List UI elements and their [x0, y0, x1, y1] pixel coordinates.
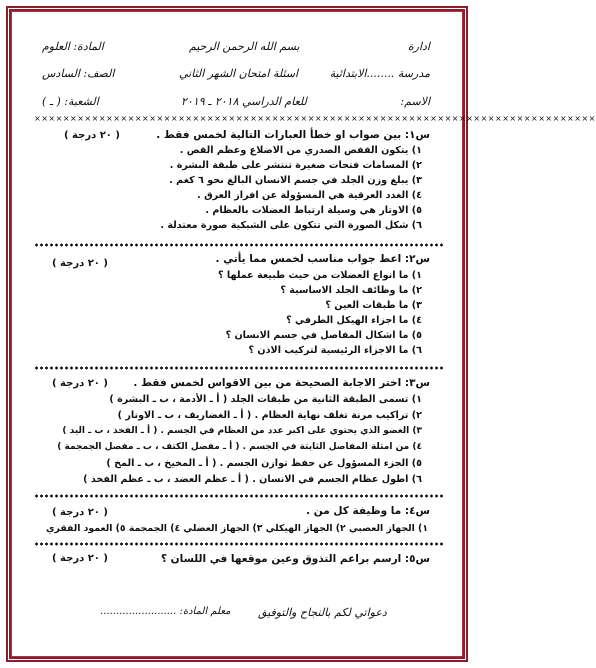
- q3-item: ٤) من امثلة المفاصل الثابتة في الجسم . ( أ ـ مفصل الكتف ، ب ـ مفصل الجمجمة ): [57, 442, 422, 452]
- q3-item: ٣) العضو الذي يحتوي على اكبر عدد من العظام في الجسم . ( أ ـ الفخذ ، ب ـ اليد ): [62, 426, 422, 436]
- student-name-label: الاسم:: [400, 95, 430, 108]
- q1-item: ٤) الغدد العرقية هي المسؤولة عن افراز العرق .: [197, 190, 422, 201]
- q3-item: ٦) اطول عظام الجسم في الانسان . ( أ ـ عظم العضد ، ب ـ عظم الفخذ ): [83, 474, 422, 485]
- section-divider: [34, 243, 444, 247]
- section-divider: [34, 542, 444, 546]
- q3-item: ٢) تراكيب مرنة تغلف نهاية العظام . ( أ ـ الغضاريف ، ب ـ الاوتار ): [117, 410, 422, 421]
- q5-heading: س٥: ارسم براعم التذوق وعين موقعها في اللسان ؟: [160, 553, 430, 565]
- school-label: مدرسة ........الابتدائية: [329, 67, 430, 80]
- q3-item: ١) تسمى الطبقة الثانية من طبقات الجلد ( أ ـ الأدمة ، ب ـ البشرة ): [109, 394, 422, 405]
- section-divider: [34, 366, 444, 370]
- q3-marks: ( ٢٠ درجة ): [52, 378, 108, 389]
- q2-item: ٣) ما طبقات العين ؟: [325, 300, 422, 311]
- q2-item: ٢) ما وظائف الجلد الاساسية ؟: [280, 285, 422, 296]
- q2-heading: س٢: اعط جواب مناسب لخمس مما يأتي .: [215, 253, 430, 265]
- q2-item: ٥) ما اشكال المفاصل في جسم الانسان ؟: [225, 330, 422, 341]
- academic-year: للعام الدراسي ٢٠١٨ ـ ٢٠١٩: [181, 95, 307, 108]
- q5-marks: ( ٢٠ درجة ): [52, 553, 108, 564]
- q4-marks: ( ٢٠ درجة ): [52, 507, 108, 518]
- teacher-signature-label: معلم المادة: ........................: [100, 606, 231, 617]
- q2-item: ٤) ما اجزاء الهيكل الطرفي ؟: [286, 315, 422, 326]
- grade-label: الصف: السادس: [42, 67, 115, 80]
- q3-heading: س٣: اختر الاجابة الصحيحة من بين الاقواس لخمس فقط .: [133, 377, 430, 389]
- q3-item: ٥) الجزء المسؤول عن حفظ توازن الجسم . ( أ ـ المخيخ ، ب ـ المخ ): [106, 458, 422, 469]
- section-label: الشعبة: ( ـ ): [42, 95, 99, 108]
- exam-title: اسئلة امتحان الشهر الثاني: [179, 67, 299, 80]
- star-divider: ××××××××××××××××××××××××××××××××××××××××××××××××××××××××××××××××××××××××××××××: [34, 114, 596, 123]
- q2-marks: ( ٢٠ درجة ): [52, 258, 108, 269]
- q2-item: ١) ما انواع العضلات من حيث طبيعة عملها ؟: [217, 270, 422, 281]
- q1-item: ٦) شكل الصورة التي تتكون على الشبكية صورة معتدلة .: [160, 220, 422, 231]
- q4-heading: س٤: ما وظيفة كل من .: [306, 505, 430, 517]
- q1-marks: ( ٢٠ درجة ): [64, 130, 120, 141]
- section-divider: [34, 494, 444, 498]
- q1-heading: س١: بين صواب او خطأ العبارات التالية لخمس فقط .: [156, 129, 430, 141]
- q4-item: ١) الجهاز العصبي ٢) الجهاز الهيكلي ٣) الجهاز العضلي ٤) الجمجمة ٥) العمود الفقري: [46, 523, 428, 534]
- q1-item: ٣) يبلغ وزن الجلد في جسم الانسان البالغ نحو ٦ كغم .: [169, 175, 422, 186]
- q1-item: ٥) الاوتار هي وسيلة ارتباط العضلات بالعظام .: [205, 205, 422, 216]
- q2-item: ٦) ما الاجزاء الرئيسية لتركيب الاذن ؟: [248, 345, 422, 356]
- basmala: بسم الله الرحمن الرحيم: [189, 40, 300, 53]
- subject-label: المادة: العلوم: [42, 40, 104, 53]
- q1-item: ١) يتكون القفص الصدري من الاضلاع وعظم القص .: [179, 145, 422, 156]
- q1-item: ٢) المسامات فتحات صغيرة تنتشر على طبقة البشرة .: [169, 160, 422, 171]
- admin-label: ادارة: [407, 40, 430, 53]
- closing-wishes: دعواتي لكم بالنجاح والتوفيق: [258, 606, 387, 619]
